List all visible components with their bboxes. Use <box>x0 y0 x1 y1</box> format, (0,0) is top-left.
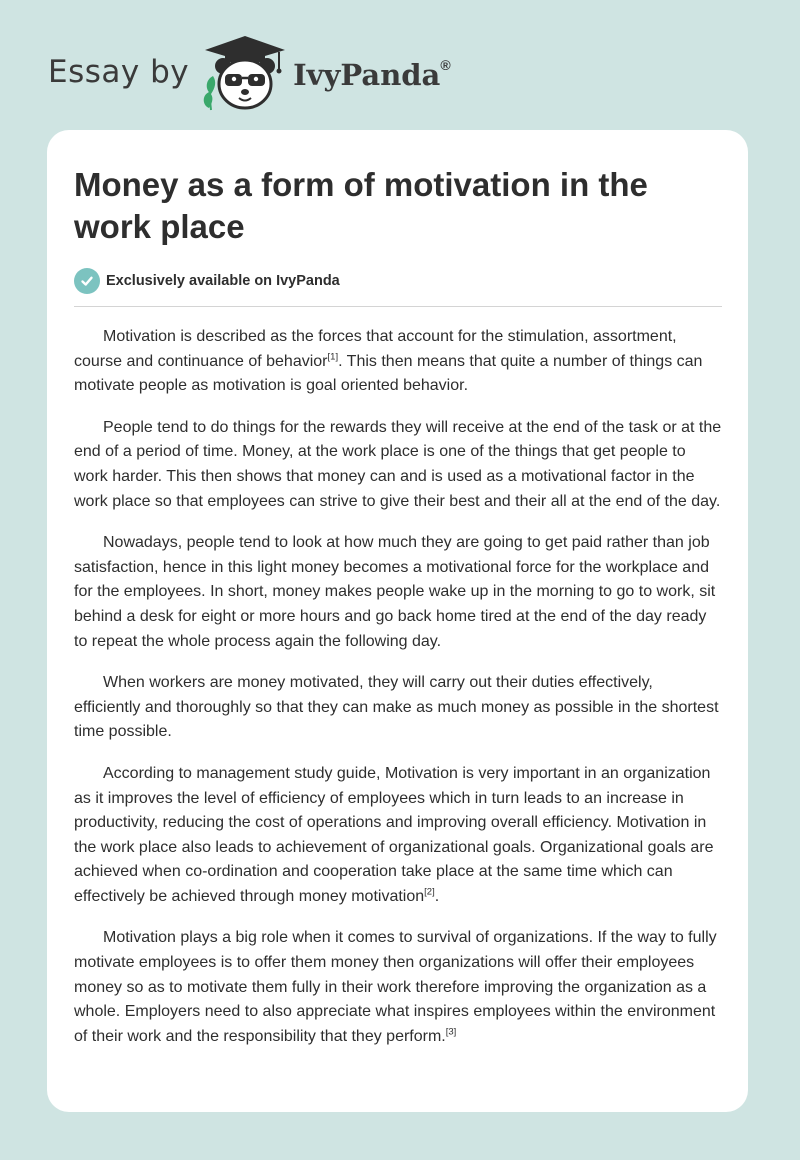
checkmark-icon <box>74 268 100 294</box>
paragraph: Motivation is described as the forces that account for the stimulation, assortment, course and continuance of behavior[1]. This then means that quite a number of things can motivate people as motivation is goal oriented behavior. <box>74 328 703 395</box>
divider <box>74 306 722 307</box>
registered-mark: ® <box>440 57 451 74</box>
exclusive-badge <box>74 268 722 294</box>
essay-title: Money as a form of motivation in the work place <box>74 166 648 245</box>
footnote-ref-3[interactable]: [3] <box>445 1026 457 1038</box>
paragraph: People tend to do things for the rewards they will receive at the end of the task or at the end of a period of time. Money, at the work place is one of the things that get people to work harder. This then shows that money can and is used as a motivational factor in the work place so that employees can strive to give their best and their all at the end of the day. <box>74 418 722 510</box>
paragraph: According to management study guide, Motivation is very important in an organization as it improves the level of efficiency of employees which in turn leads to an increase in productivity, reducing the cost of operations and improving overall efficiency. Motivation in the work place also leads to achievement of organizational goals. Organizational goals are achieved when co-ordination and cooperation take place at the same time which can effectively be achieved through money motivation[2]. <box>74 764 714 905</box>
essay-body <box>74 325 722 1049</box>
essay-card <box>47 130 748 1112</box>
paragraph: When workers are money motivated, they will carry out their duties effectively, efficiently and thoroughly so that they can make as much money as possible in the shortest time possible. <box>74 674 719 741</box>
paragraph: Motivation plays a big role when it comes to survival of organizations. If the way to fully motivate employees is to offer them money then organizations will offer their employees money so as to motivate them fully in their work therefore improving the organization as a whole. Employers need to also appreciate what inspires employees within the environment of their work and the responsibility that they perform.[3] <box>74 929 717 1045</box>
panda-graduate-icon[interactable] <box>199 32 291 112</box>
footnote-ref-2[interactable]: [2] <box>424 886 435 898</box>
essay-by-label: Essay by <box>48 54 190 90</box>
paragraph: Nowadays, people tend to look at how much they are going to get paid rather than job satisfaction, hence in this light money becomes a motivational force for the workplace and for the employees. In short, money makes people wake up in the morning to go to work, sit behind a desk for eight or more hours and go back home tired at the end of the day ready to repeat the whole process again the following day. <box>74 534 716 650</box>
exclusive-label: Exclusively available on IvyPanda <box>106 273 340 289</box>
brand-name[interactable]: IvyPanda® <box>293 57 451 92</box>
footnote-ref-1[interactable]: [1] <box>327 351 339 363</box>
site-header <box>48 32 451 112</box>
